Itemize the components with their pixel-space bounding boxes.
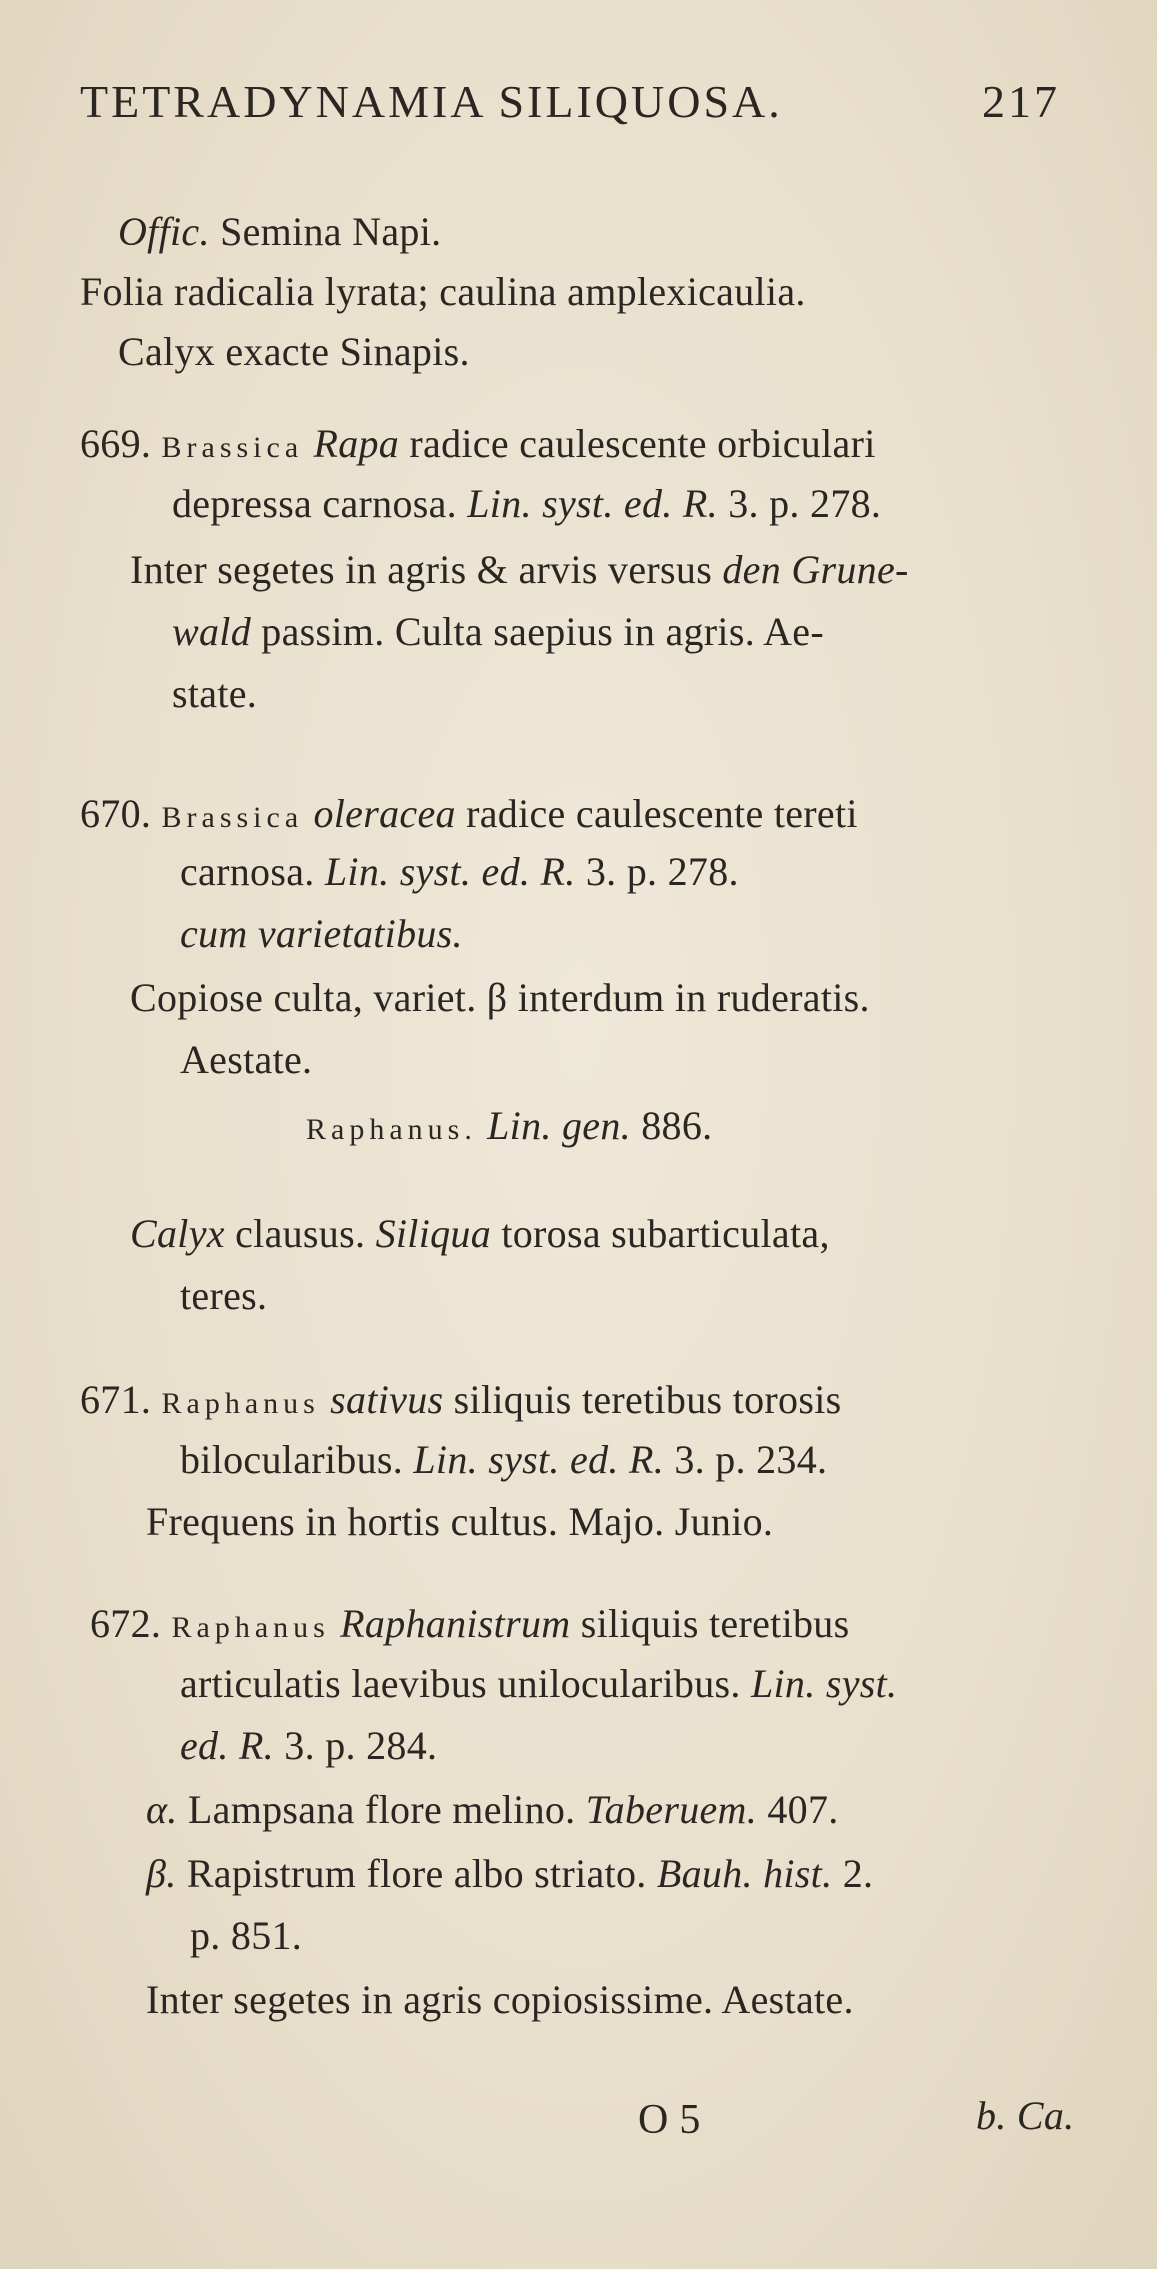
entry-670-line-4: Copiose culta, variet. β interdum in ruderatis. (130, 975, 870, 1020)
genus-raphanus-heading: Raphanus. Lin. gen. 886. (306, 1103, 713, 1148)
entry-669-line-3: Inter segetes in agris & arvis versus den Grune- (130, 547, 909, 592)
entry-669-line-5: state. (172, 671, 258, 716)
entry-669-line-2: depressa carnosa. Lin. syst. ed. R. 3. p. 278. (172, 481, 882, 526)
entry-670-line-2: carnosa. Lin. syst. ed. R. 3. p. 278. (180, 849, 739, 894)
entry-672-line-1: 672. Raphanus Raphanistrum siliquis teretibus (90, 1601, 850, 1646)
entry-671-line-1: 671. Raphanus sativus siliquis teretibus torosis (80, 1377, 842, 1422)
entry-672-line-6: p. 851. (190, 1913, 303, 1958)
entry-672-line-4: α. Lampsana flore melino. Taberuem. 407. (146, 1787, 839, 1832)
entry-672-line-7: Inter segetes in agris copiosissime. Aestate. (146, 1977, 854, 2022)
entry-670-line-5: Aestate. (180, 1037, 313, 1082)
entry-672-line-5: β. Rapistrum flore albo striato. Bauh. hist. 2. (146, 1851, 874, 1896)
entry-669-line-1: 669. Brassica Rapa radice caulescente orbiculari (80, 421, 876, 466)
entry-671-line-2: bilocularibus. Lin. syst. ed. R. 3. p. 234. (180, 1437, 828, 1482)
catchword: b. Ca. (976, 2093, 1075, 2138)
signature-mark: O 5 (638, 2097, 701, 2143)
entry-672-line-3: ed. R. 3. p. 284. (180, 1723, 438, 1768)
entry-671-line-3: Frequens in hortis cultus. Majo. Junio. (146, 1499, 774, 1544)
header-title: TETRADYNAMIA SILIQUOSA. (80, 76, 783, 127)
line-calyx: Calyx exacte Sinapis. (118, 329, 470, 374)
page-number: 217 (982, 76, 1060, 127)
running-header (80, 78, 783, 126)
line-folia: Folia radicalia lyrata; caulina amplexicaulia. (80, 269, 806, 314)
raphanus-description-line-2: teres. (180, 1273, 268, 1318)
entry-670-line-1: 670. Brassica oleracea radice caulescente tereti (80, 791, 858, 836)
line-offic: Offic. Semina Napi. (118, 209, 442, 254)
entry-669-line-4: wald passim. Culta saepius in agris. Ae- (172, 609, 824, 654)
raphanus-description-line-1: Calyx clausus. Siliqua torosa subarticulata, (130, 1211, 830, 1256)
entry-670-line-3: cum varietatibus. (180, 911, 463, 956)
entry-672-line-2: articulatis laevibus unilocularibus. Lin. syst. (180, 1661, 898, 1706)
